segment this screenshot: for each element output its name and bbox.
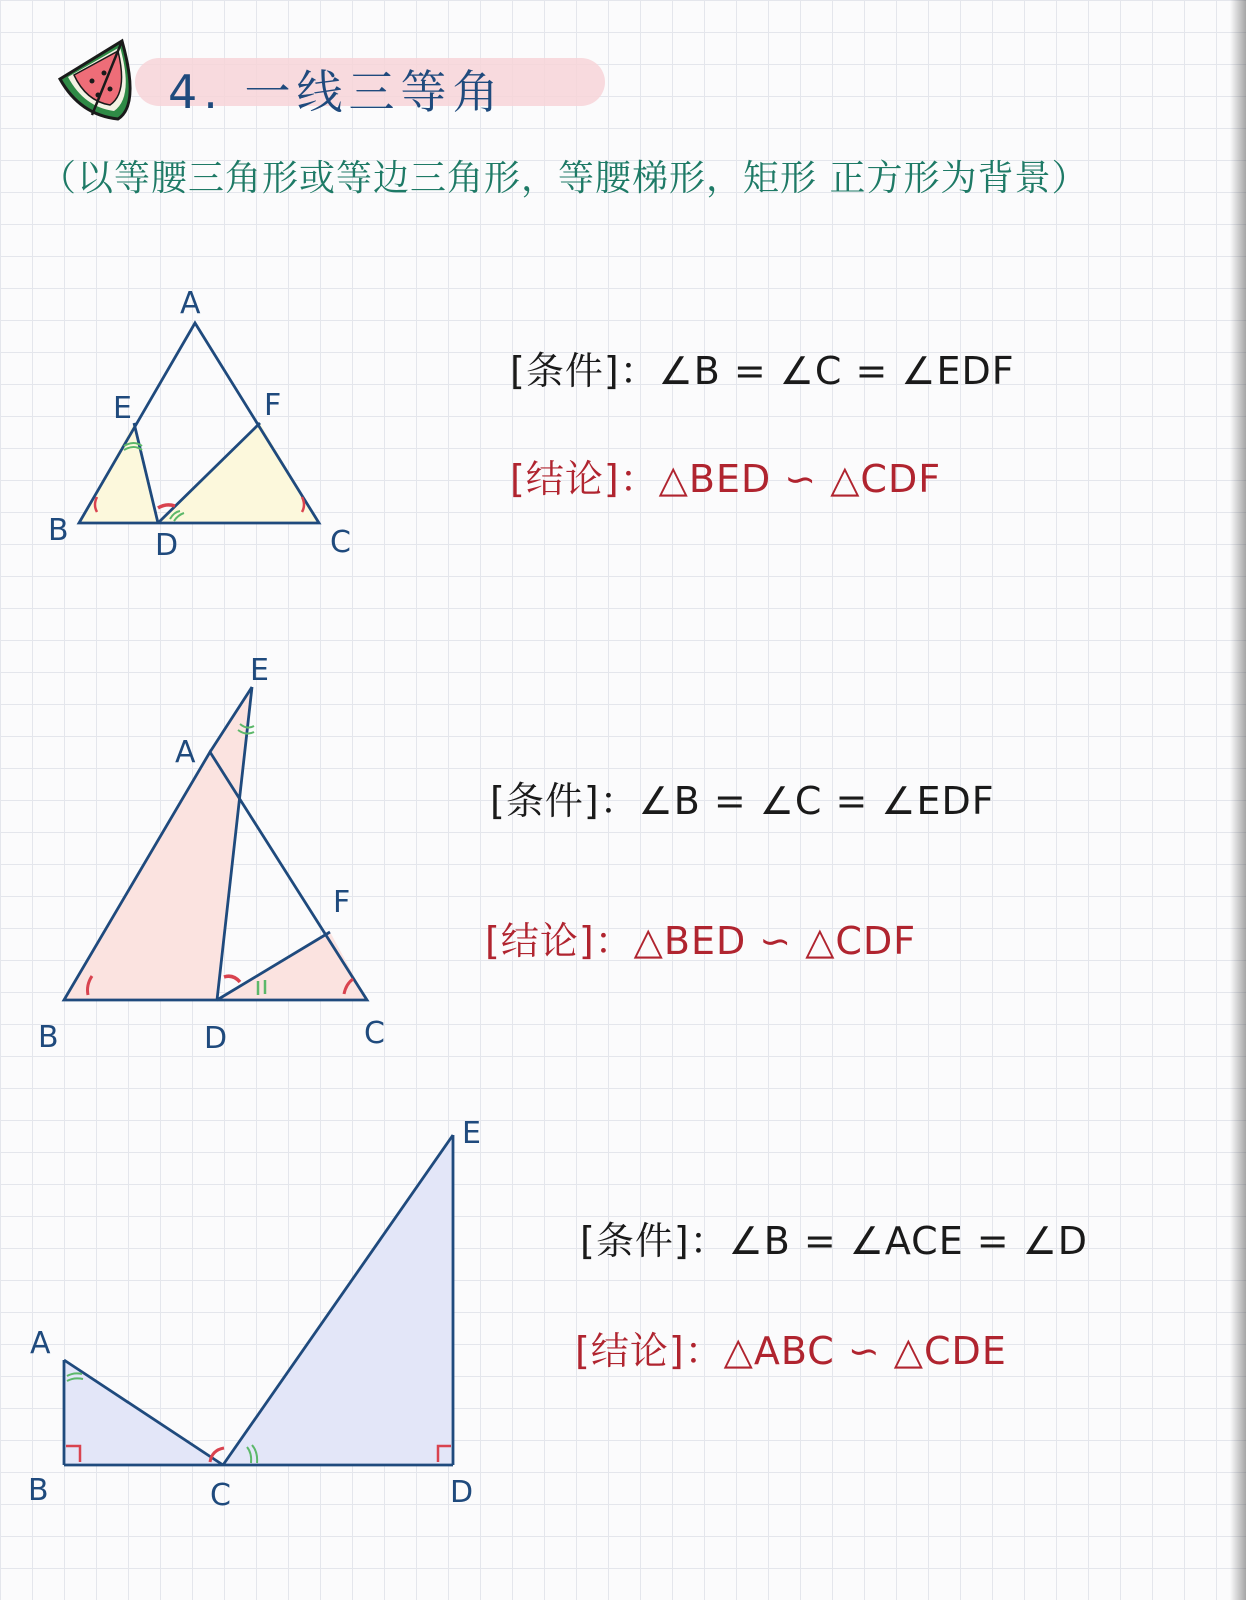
vertex-label-d: D <box>204 1021 228 1056</box>
vertex-label-d: D <box>450 1475 474 1510</box>
vertex-label-a: A <box>175 735 196 770</box>
vertex-label-c: C <box>330 525 351 560</box>
page-subtitle: （以等腰三角形或等边三角形，等腰梯形，矩形 正方形为背景） <box>40 158 1089 199</box>
vertex-label-e: E <box>113 391 132 426</box>
figure-1-conclusion: [结论]：△BED ∽ △CDF <box>510 457 942 501</box>
figure-3-conclusion: [结论]：△ABC ∽ △CDE <box>575 1329 1007 1373</box>
vertex-label-a: A <box>180 286 201 321</box>
vertex-label-e: E <box>250 653 269 688</box>
figure-1-condition: [条件]：∠B = ∠C = ∠EDF <box>510 349 1015 393</box>
vertex-label-a: A <box>30 1326 51 1361</box>
vertex-label-e: E <box>462 1116 481 1151</box>
vertex-label-f: F <box>333 885 351 920</box>
vertex-label-b: B <box>28 1473 49 1508</box>
figure-2-conclusion: [结论]：△BED ∽ △CDF <box>485 919 917 963</box>
page-title: 4. 一线三等角 <box>168 65 505 119</box>
vertex-label-f: F <box>264 388 282 423</box>
vertex-label-b: B <box>38 1020 59 1055</box>
figure-2-condition: [条件]：∠B = ∠C = ∠EDF <box>490 779 995 823</box>
vertex-label-d: D <box>155 528 179 563</box>
vertex-label-c: C <box>364 1016 385 1051</box>
figure-3-condition: [条件]：∠B = ∠ACE = ∠D <box>580 1219 1089 1263</box>
vertex-label-b: B <box>48 513 69 548</box>
vertex-label-c: C <box>210 1478 231 1513</box>
